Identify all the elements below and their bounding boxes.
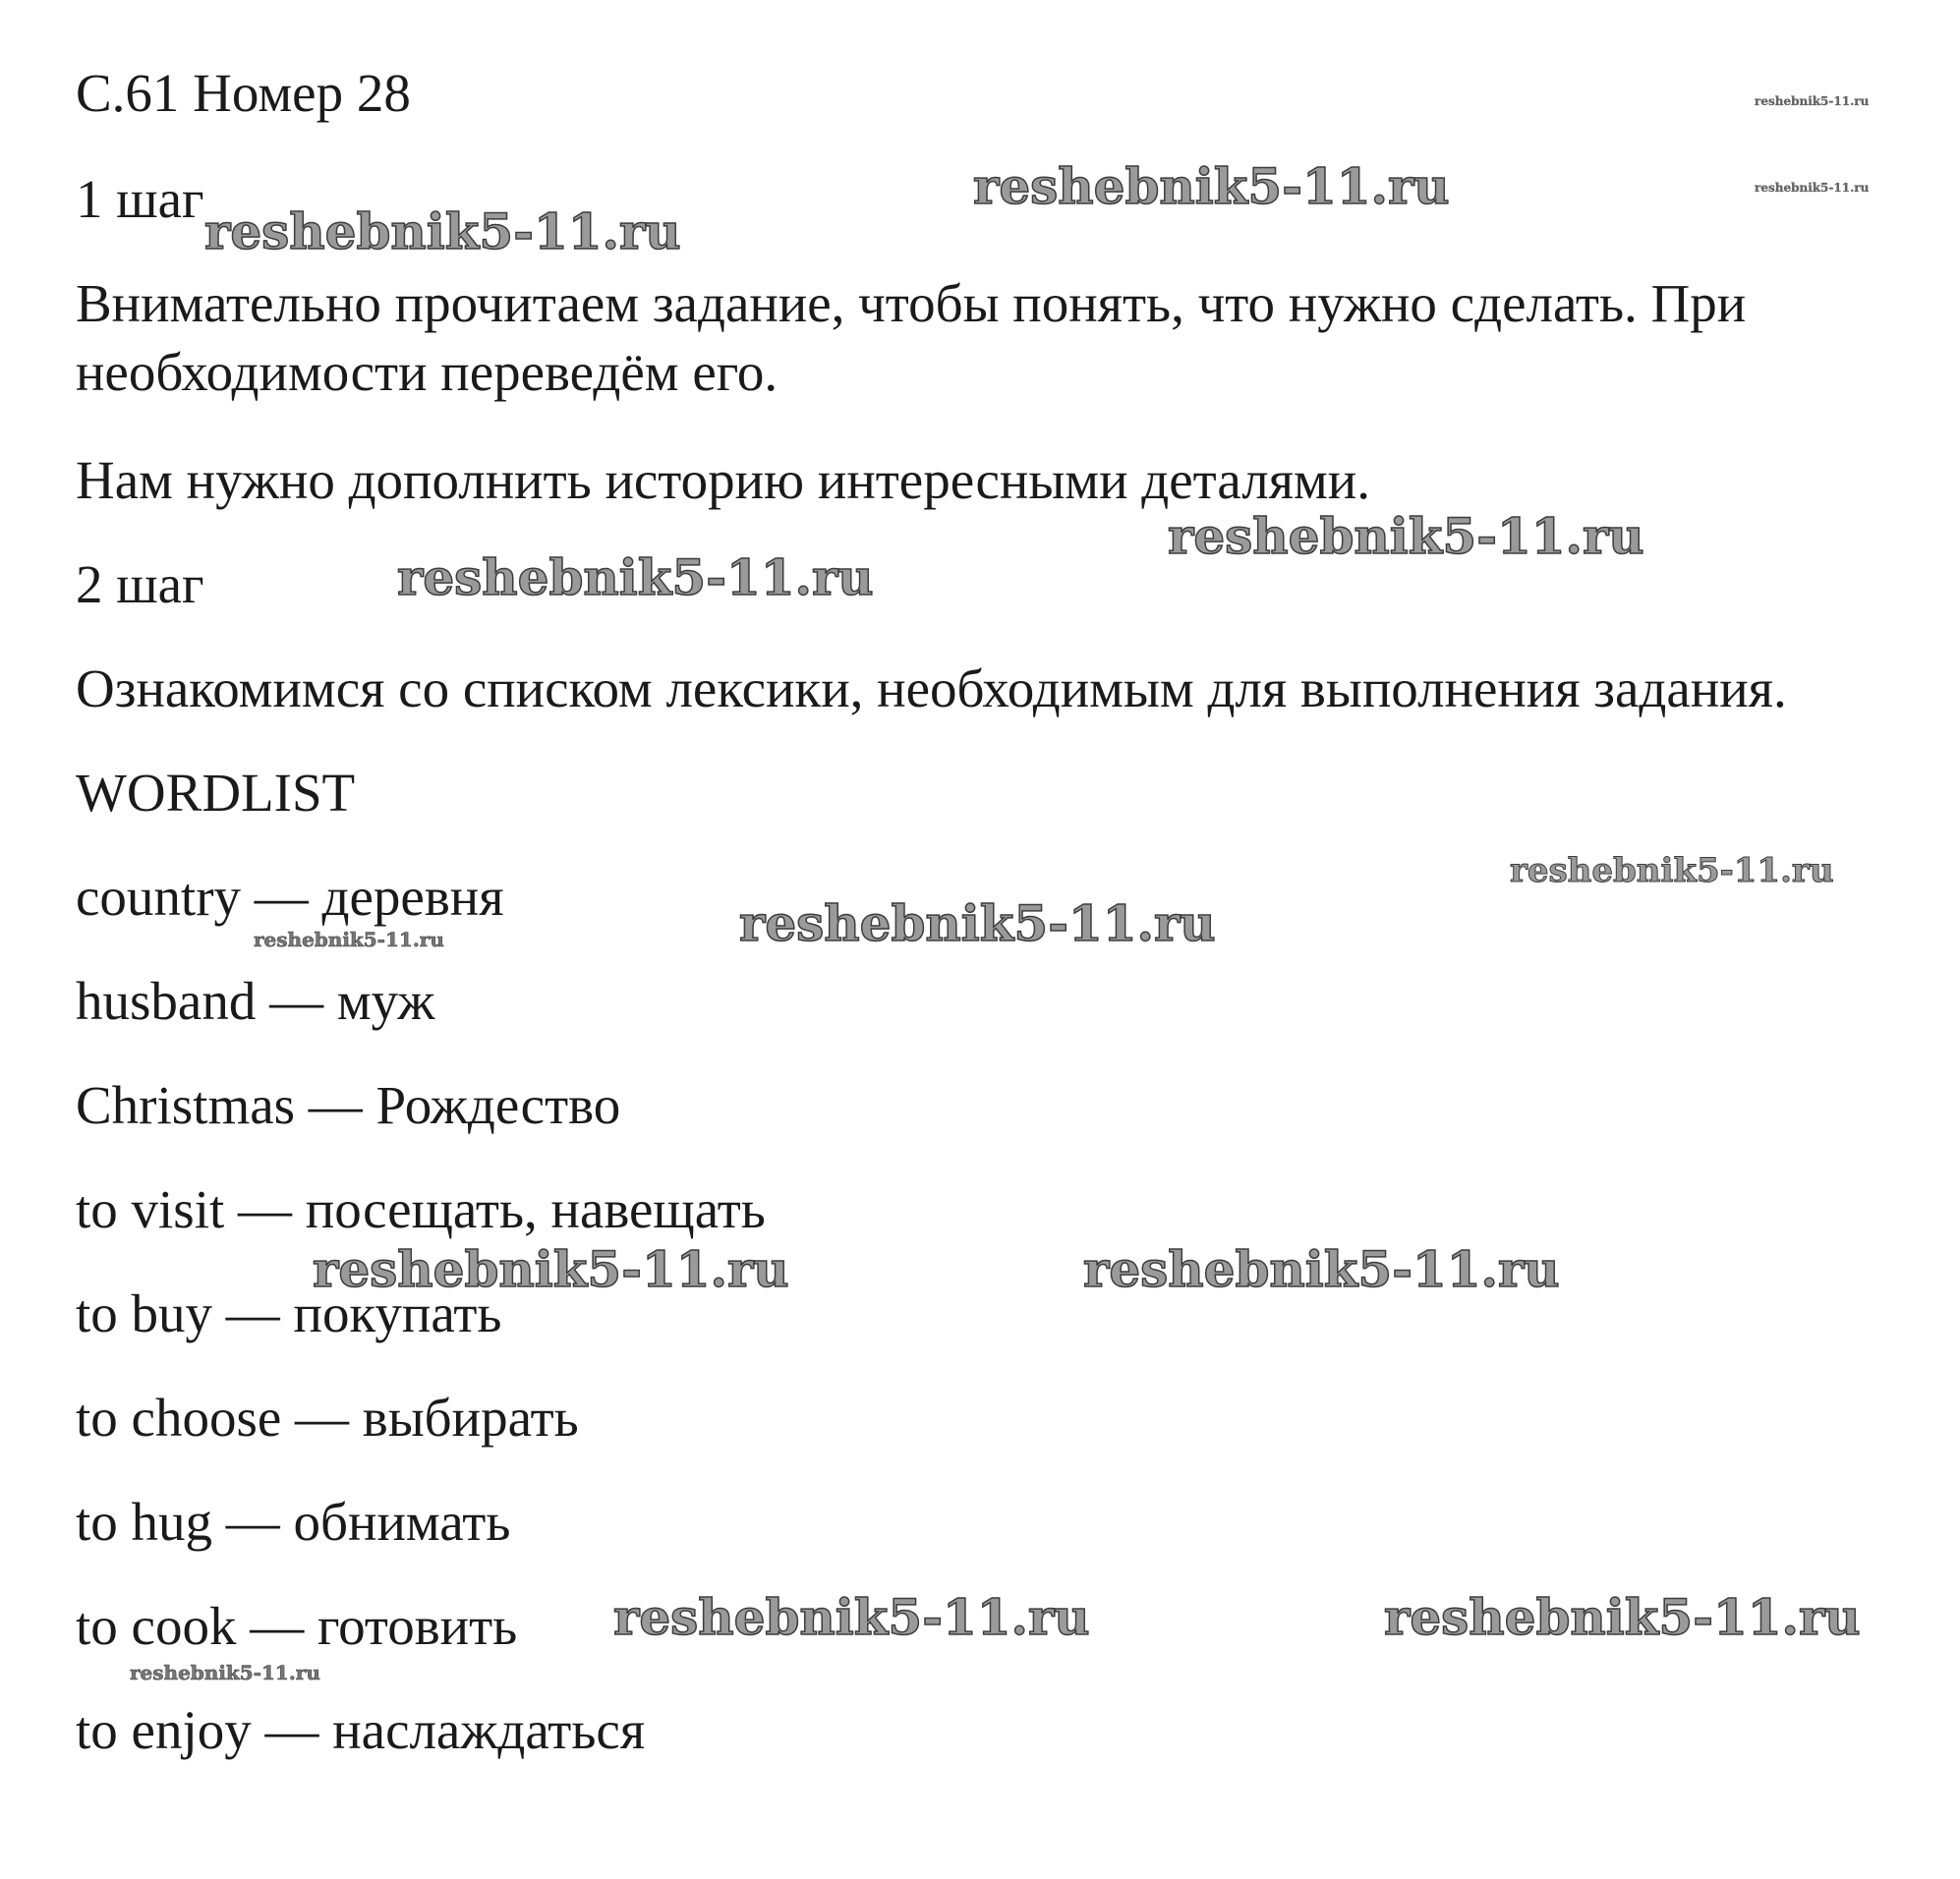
watermark: reshebnik5-11.ru xyxy=(973,157,1450,215)
watermark: reshebnik5-11.ru xyxy=(1755,181,1870,195)
page-heading: С.61 Номер 28 xyxy=(76,63,411,123)
step1-paragraph2: Нам нужно дополнить историю интересными деталями. xyxy=(76,450,1370,510)
watermark: reshebnik5-11.ru xyxy=(204,202,681,260)
wordlist-item: Christmas — Рождество xyxy=(76,1075,621,1135)
wordlist-item: to choose — выбирать xyxy=(76,1388,579,1448)
step2-paragraph: Ознакомимся со списком лексики, необходимым для выполнения задания. xyxy=(76,658,1787,718)
wordlist-item: to visit — посещать, навещать xyxy=(76,1179,766,1239)
step1-label: 1 шаг xyxy=(76,169,204,229)
wordlist-item: to hug — обнимать xyxy=(76,1492,511,1552)
watermark: reshebnik5-11.ru xyxy=(397,548,874,606)
wordlist-item: husband — муж xyxy=(76,971,435,1031)
step1-paragraph-line1: Внимательно прочитаем задание, чтобы понять, что нужно сделать. При xyxy=(76,273,1747,333)
wordlist-item: to buy — покупать xyxy=(76,1283,502,1343)
watermark: reshebnik5-11.ru xyxy=(1510,851,1834,890)
watermark: reshebnik5-11.ru xyxy=(130,1661,320,1684)
watermark: reshebnik5-11.ru xyxy=(613,1588,1090,1646)
step2-label: 2 шаг xyxy=(76,554,204,614)
watermark: reshebnik5-11.ru xyxy=(1168,507,1644,565)
watermark: reshebnik5-11.ru xyxy=(1384,1588,1861,1646)
wordlist-item: country — деревня xyxy=(76,867,504,927)
wordlist-title: WORDLIST xyxy=(76,763,356,823)
watermark: reshebnik5-11.ru xyxy=(313,1240,789,1298)
watermark: reshebnik5-11.ru xyxy=(254,928,444,951)
watermark: reshebnik5-11.ru xyxy=(1083,1240,1560,1298)
wordlist-item: to enjoy — наслаждаться xyxy=(76,1700,646,1760)
step1-paragraph-line2: необходимости переведём его. xyxy=(76,342,778,402)
watermark: reshebnik5-11.ru xyxy=(739,894,1216,952)
watermark: reshebnik5-11.ru xyxy=(1755,94,1870,108)
wordlist-item: to cook — готовить xyxy=(76,1596,518,1656)
